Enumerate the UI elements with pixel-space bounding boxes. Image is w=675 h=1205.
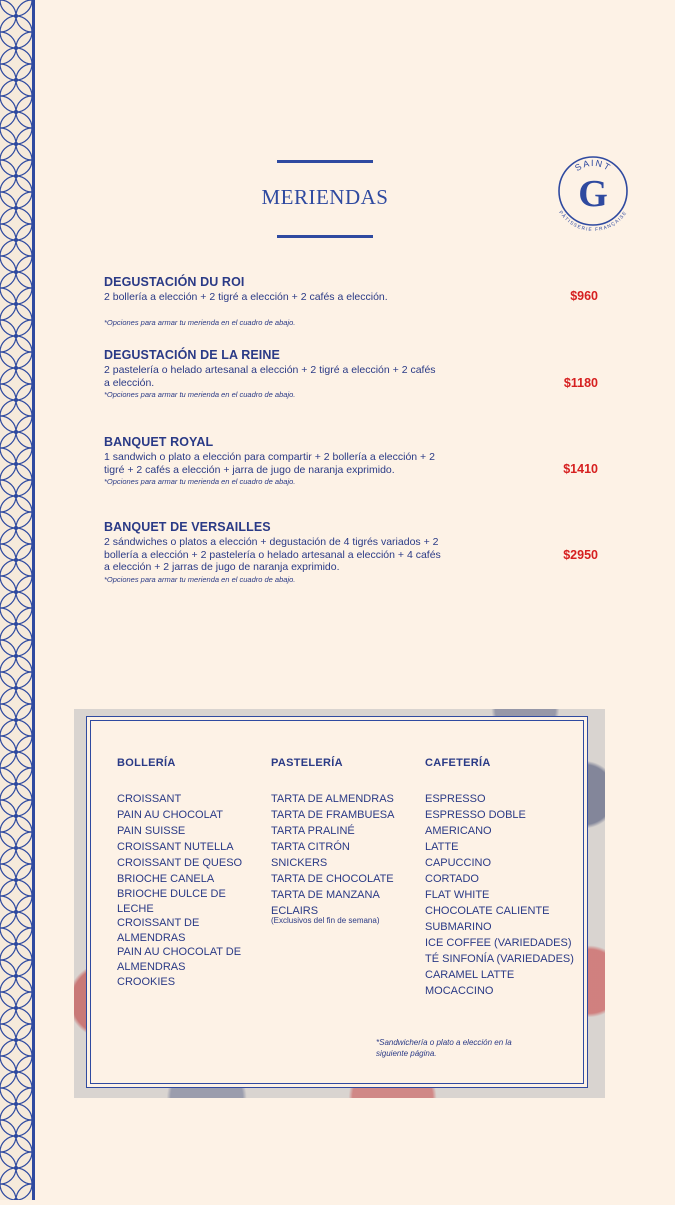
list-item: CAPUCCINO [425, 857, 492, 869]
list-item: CHOCOLATE CALIENTE [425, 905, 550, 917]
item-note: *Opciones para armar tu merienda en el cuadro de abajo. [104, 317, 296, 327]
list-item: SNICKERS [271, 857, 328, 869]
list-item: PAIN SUISSE [117, 825, 186, 837]
section-title-block [240, 160, 410, 238]
list-item: MOCACCINO [425, 985, 494, 997]
list-item: TARTA PRALINÉ [271, 825, 355, 837]
menu-item-banquet-royal [104, 435, 604, 486]
decorative-side-pattern [0, 0, 35, 1200]
brand-logo [548, 146, 638, 236]
list-item: TARTA DE ALMENDRAS [271, 793, 394, 805]
item-price: $1410 [563, 462, 598, 476]
item-name: BANQUET ROYAL [104, 435, 214, 449]
page-title: MERIENDAS [261, 185, 389, 209]
circle-pattern-icon [0, 0, 32, 1200]
logo-ring-text: PÂTISSERIE FRANÇAISE [557, 210, 629, 234]
item-price: $2950 [563, 548, 598, 562]
logo-top-text: SAINT [573, 157, 614, 174]
item-price: $960 [570, 289, 598, 303]
list-item: CARAMEL LATTE [425, 969, 515, 981]
list-item: TÉ SINFONÍA (VARIEDADES) [425, 953, 574, 965]
logo-letter: G [578, 173, 608, 215]
title-bottom-rule [277, 235, 373, 238]
list-item: CROISSANT DE QUESO [117, 857, 243, 869]
list-item: CROISSANT [117, 793, 182, 805]
menu-item-banquet-de-versailles [104, 520, 604, 584]
pasteleria-column [271, 757, 411, 925]
list-item: AMERICANO [425, 825, 492, 837]
item-name: BANQUET DE VERSAILLES [104, 520, 271, 534]
options-box-frame [74, 709, 605, 1098]
title-top-rule [277, 160, 373, 163]
item-name: DEGUSTACIÓN DE LA REINE [104, 348, 280, 362]
list-item: SUBMARINO [425, 921, 492, 933]
list-item: ESPRESSO DOBLE [425, 809, 526, 821]
item-description: 2 bollería a elección + 2 tigré a elección + 2 cafés a elección. [104, 291, 388, 303]
list-item: PAIN AU CHOCOLAT [117, 809, 223, 821]
item-note: *Opciones para armar tu merienda en el cuadro de abajo. [104, 477, 296, 486]
list-item: TARTA CITRÓN [271, 841, 350, 853]
list-item: BRIOCHE DULCE DE LECHE [117, 888, 226, 915]
list-item: CROISSANT NUTELLA [117, 841, 234, 853]
box-footnote: *Sandwichería o plato a elección en la siguiente página. [376, 1038, 512, 1058]
list-item: ECLAIRS [271, 905, 319, 917]
list-item: FLAT WHITE [425, 889, 490, 901]
list-item: ICE COFFEE (VARIEDADES) [425, 937, 572, 949]
item-description: 2 sándwiches o platos a elección + degustación de 4 tigrés variados + 2 bollería a elección + 2 pastelería o helado artesanal a elección + 4 cafés a elección + 2 jarras de jugo de naranja exprimido. [104, 536, 441, 573]
eclairs-note: (Exclusivos del fin de semana) [271, 916, 380, 925]
cafeteria-heading: CAFETERÍA [425, 757, 491, 769]
list-item: TARTA DE FRAMBUESA [271, 809, 395, 821]
pasteleria-heading: PASTELERÍA [271, 757, 343, 769]
list-item: CROOKIES [117, 976, 176, 988]
list-item: TARTA DE CHOCOLATE [271, 873, 394, 885]
cafeteria-column [425, 757, 583, 999]
list-item: TARTA DE MANZANA [271, 889, 380, 901]
list-item: BRIOCHE CANELA [117, 873, 215, 885]
list-item: CORTADO [425, 873, 479, 885]
bolleria-column [117, 757, 257, 990]
options-box [86, 716, 588, 1088]
menu-item-degustacion-du-roi [104, 275, 604, 327]
list-item: LATTE [425, 841, 459, 853]
item-description: 2 pastelería o helado artesanal a elección + 2 tigré a elección + 2 cafés a elección. [104, 364, 436, 389]
item-note: *Opciones para armar tu merienda en el cuadro de abajo. [104, 574, 296, 584]
item-description: 1 sandwich o plato a elección para compartir + 2 bollería a elección + 2 tigré + 2 cafés a elección + jarra de jugo de naranja exprimido. [104, 451, 435, 476]
list-item: PAIN AU CHOCOLAT DE ALMENDRAS [117, 946, 242, 973]
item-name: DEGUSTACIÓN DU ROI [104, 275, 245, 289]
menu-item-degustacion-de-la-reine [104, 348, 604, 399]
list-item: CROISSANT DE ALMENDRAS [117, 917, 200, 944]
bolleria-heading: BOLLERÍA [117, 757, 176, 769]
item-price: $1180 [563, 376, 598, 390]
list-item: ESPRESSO [425, 793, 486, 805]
item-note: *Opciones para armar tu merienda en el cuadro de abajo. [104, 390, 296, 399]
